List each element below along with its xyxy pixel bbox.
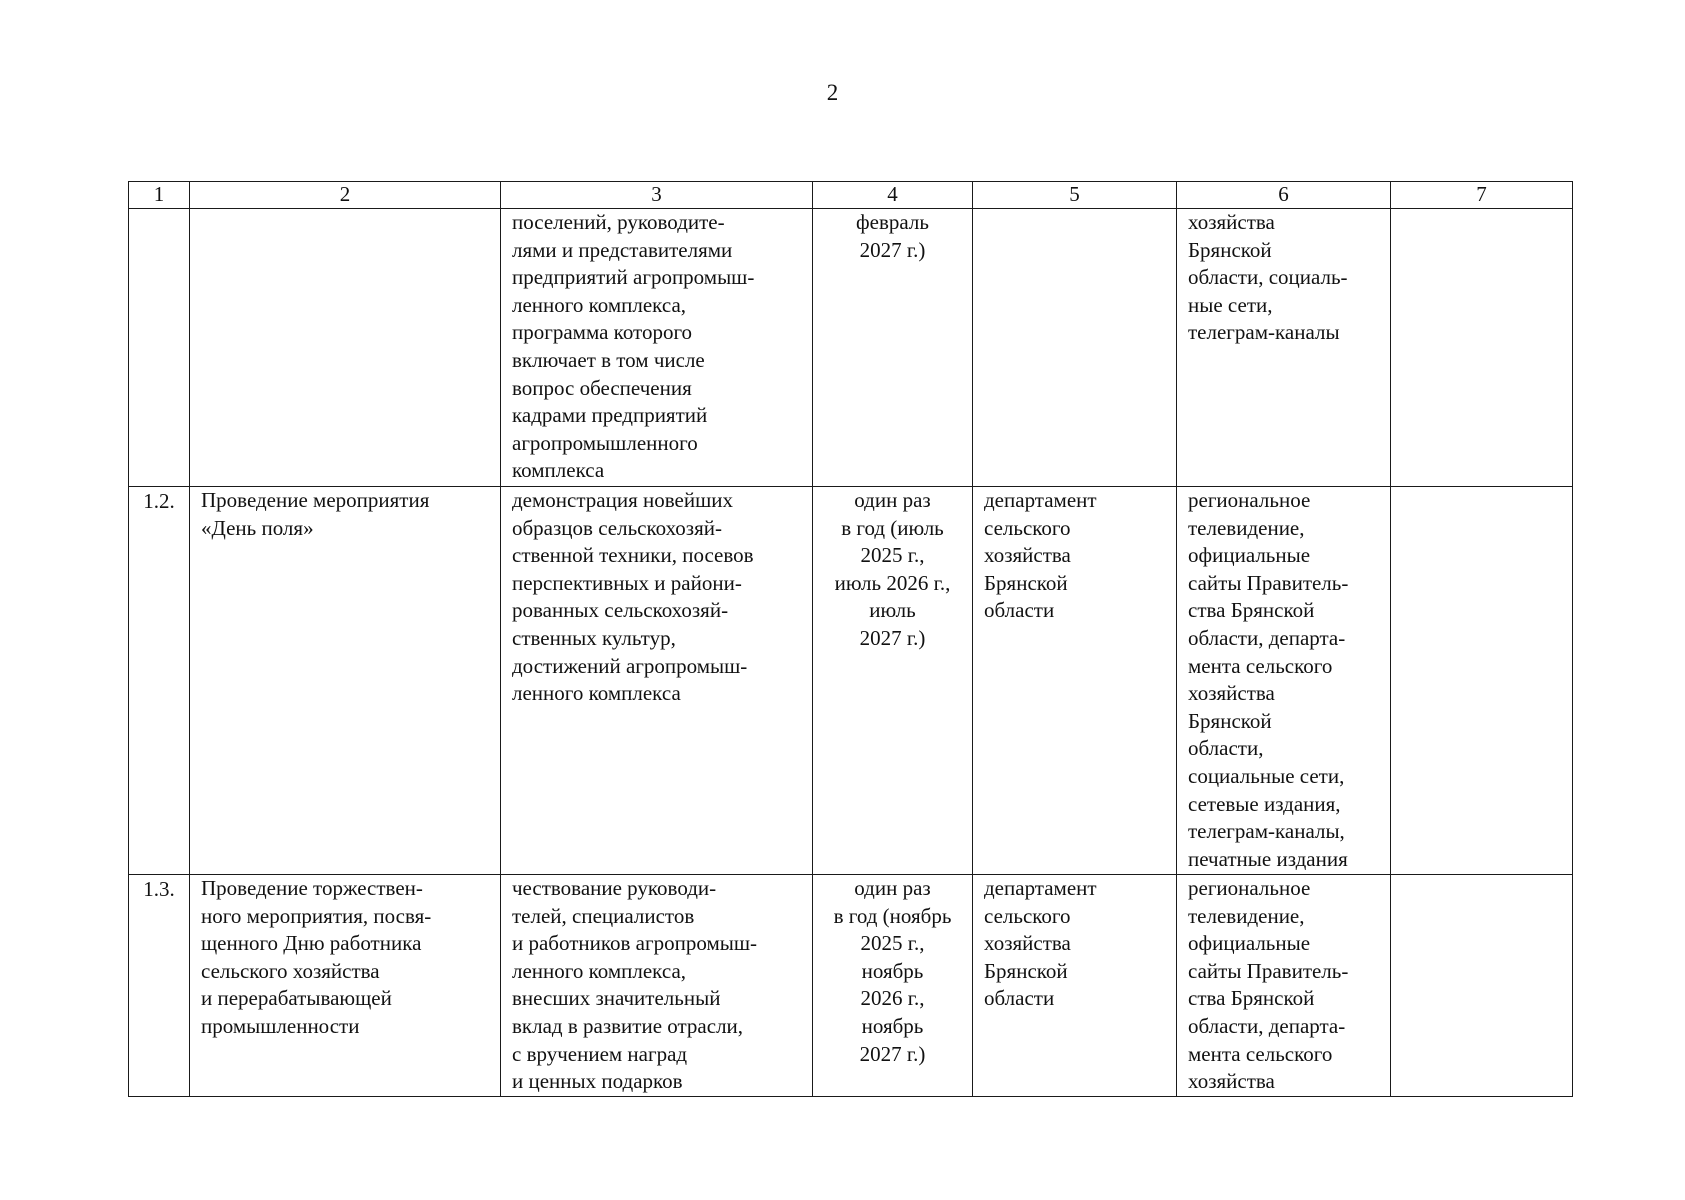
responsible-cell: департамент сельского хозяйства Брянской области [973,487,1177,875]
media-cell: хозяйства Брянской области, социаль- ные сети, телеграм-каналы [1177,209,1391,487]
note-cell [1391,487,1573,875]
page-number: 2 [826,80,839,105]
note-cell [1391,875,1573,1097]
event-name-cell [190,209,501,487]
events-table [128,181,1573,1097]
column-header-1: 1 [129,182,190,209]
responsible-cell: департамент сельского хозяйства Брянской области [973,875,1177,1097]
event-content-cell: демонстрация новейших образцов сельскохозяй- ственной техники, посевов перспективных и райони- рованных сельскохозяй- ственных культур, достижений агропромыш- ленного комплекса [501,487,813,875]
column-header-2: 2 [190,182,501,209]
column-header-5: 5 [973,182,1177,209]
responsible-cell [973,209,1177,487]
event-term-cell: февраль 2027 г.) [813,209,973,487]
event-name-cell: Проведение мероприятия «День поля» [190,487,501,875]
media-cell: региональное телевидение, официальные сайты Правитель- ства Брянской области, департа- мента сельского хозяйства Брянской области, социальные сети, сетевые издания, телеграм-каналы, печатные издания [1177,487,1391,875]
event-name-cell: Проведение торжествен- ного мероприятия, посвя- щенного Дню работника сельского хозяйства и перерабатывающей промышленности [190,875,501,1097]
row-number-cell: 1.2. [129,487,190,875]
row-number-cell: 1.3. [129,875,190,1097]
note-cell [1391,209,1573,487]
event-content-cell: поселений, руководите- лями и представителями предприятий агропромыш- ленного комплекса, программа которого включает в том числе вопрос обеспечения кадрами предприятий агропромышленного комплекса [501,209,813,487]
media-cell: региональное телевидение, официальные сайты Правитель- ства Брянской области, департа- мента сельского хозяйства [1177,875,1391,1097]
column-header-7: 7 [1391,182,1573,209]
column-header-4: 4 [813,182,973,209]
table-row [129,875,1573,1097]
event-term-cell: один раз в год (июль 2025 г., июль 2026 г., июль 2027 г.) [813,487,973,875]
table-row [129,487,1573,875]
row-number-cell [129,209,190,487]
event-term-cell: один раз в год (ноябрь 2025 г., ноябрь 2026 г., ноябрь 2027 г.) [813,875,973,1097]
column-header-row [129,182,1573,209]
table-row [129,209,1573,487]
column-header-6: 6 [1177,182,1391,209]
column-header-3: 3 [501,182,813,209]
event-content-cell: чествование руководи- телей, специалистов и работников агропромыш- ленного комплекса, внесших значительный вклад в развитие отрасли, с вручением наград и ценных подарков [501,875,813,1097]
